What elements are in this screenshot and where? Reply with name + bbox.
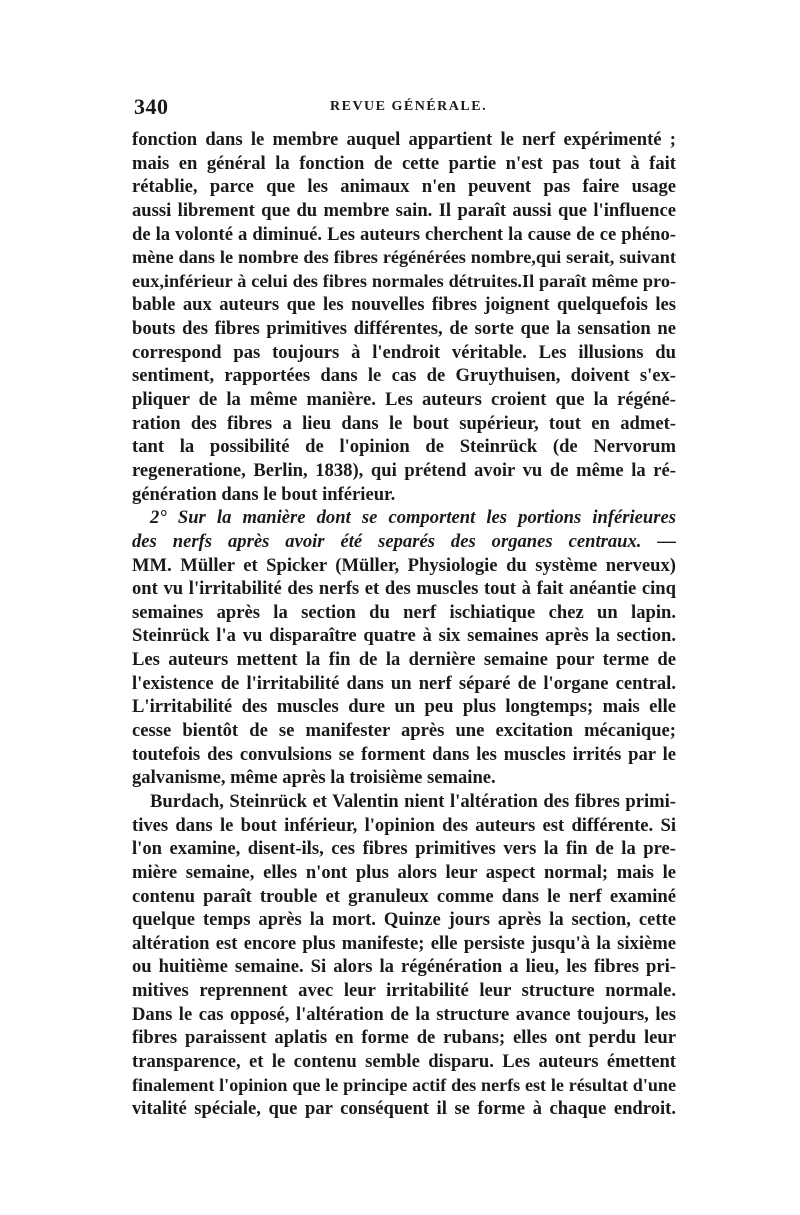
text-line: Dans le cas opposé, l'altération de la structure avance toujours, les [132,1003,676,1025]
running-head [134,94,674,124]
text-line: L'irritabilité des muscles dure un peu plus longtemps; mais elle [132,696,676,718]
text-line: toutefois des convulsions se forment dans les muscles irrités par le [132,743,676,765]
text-line: mais en général la fonction de cette partie n'est pas tout à fait [132,152,676,174]
text-line: de la volonté a diminué. Les auteurs cherchent la cause de ce phéno- [132,223,676,245]
text-line: aussi librement que du membre sain. Il paraît aussi que l'influence [132,199,676,221]
text-line: regeneratione, Berlin, 1838), qui prétend avoir vu de même la ré- [132,459,676,481]
text-line: bable aux auteurs que les nouvelles fibres joignent quelquefois les [132,294,676,316]
text-line: ou huitième semaine. Si alors la régénération a lieu, les fibres pri- [132,956,676,978]
text-line: sentiment, rapportées dans le cas de Gruythuisen, doivent s'ex- [132,365,676,387]
paragraph-1 [132,128,676,506]
text-line: Les auteurs mettent la fin de la dernière semaine pour terme de [132,649,676,671]
text-line: cesse bientôt de se manifester après une excitation mécanique; [132,720,676,742]
text-line: ration des fibres a lieu dans le bout supérieur, tout en admet- [132,412,676,434]
text-line: tives dans le bout inférieur, l'opinion des auteurs est différente. Si [132,814,676,836]
page-number: 340 [134,94,169,119]
text-line: bouts des fibres primitives différentes, de sorte que la sensation ne [132,318,676,340]
text-line: mène dans le nombre des fibres régénérées nombre,qui serait, suivant [132,247,676,268]
text-line: pliquer de la même manière. Les auteurs croient que la régéné- [132,389,676,411]
text-line: mitives reprennent avec leur irritabilité leur structure normale. [132,980,676,1002]
text-line: mière semaine, elles n'ont plus alors leur aspect normal; mais le [132,861,676,883]
text-line: correspond pas toujours à l'endroit véritable. Les illusions du [132,341,676,363]
paragraph-2 [132,506,676,790]
section-heading-line: 2° Sur la manière dont se comportent les portions inférieures [150,507,676,529]
text-line: semaines après la section du nerf ischiatique chez un lapin. [132,601,676,623]
paragraph-3 [132,790,676,1121]
text-line: transparence, et le contenu semble disparu. Les auteurs émettent [132,1050,676,1072]
text-line: Burdach, Steinrück et Valentin nient l'altération des fibres primi- [150,790,676,812]
text-line: quelque temps après la mort. Quinze jours après la section, cette [132,909,676,931]
text-line: fibres paraissent aplatis en forme de rubans; elles ont perdu leur [132,1027,676,1049]
text-line: finalement l'opinion que le principe actif des nerfs est le résultat d'une [132,1074,676,1095]
text-line: altération est encore plus manifeste; elle persiste jusqu'à la sixième [132,932,676,954]
text-line: rétablie, parce que les animaux n'en peuvent pas faire usage [132,176,676,198]
body-text [132,128,676,1121]
section-heading-line: des nerfs après avoir été separés des organes centraux. — [132,530,676,552]
text-line: vitalité spéciale, que par conséquent il se forme à chaque endroit. [132,1098,676,1120]
text-line: eux,inférieur à celui des fibres normales détruites.Il paraît même pro- [132,270,676,291]
running-title: REVUE GÉNÉRALE. [330,99,488,114]
text-line: Steinrück l'a vu disparaître quatre à six semaines après la section. [132,625,676,647]
text-line: tant la possibilité de l'opinion de Steinrück (de Nervorum [132,436,676,458]
text-line: l'on examine, disent-ils, ces fibres primitives vers la fin de la pre- [132,838,676,860]
text-line: génération dans le bout inférieur. [132,483,396,505]
text-line: galvanisme, même après la troisième semaine. [132,767,496,789]
text-line: ont vu l'irritabilité des nerfs et des muscles tout à fait anéantie cinq [132,578,676,600]
text-line: contenu paraît trouble et granuleux comme dans le nerf examiné [132,885,676,907]
text-line: MM. Müller et Spicker (Müller, Physiologie du système nerveux) [132,554,676,576]
text-line: fonction dans le membre auquel appartient le nerf expérimenté ; [132,129,676,150]
text-line: l'existence de l'irritabilité dans un nerf séparé de l'organe central. [132,672,676,694]
